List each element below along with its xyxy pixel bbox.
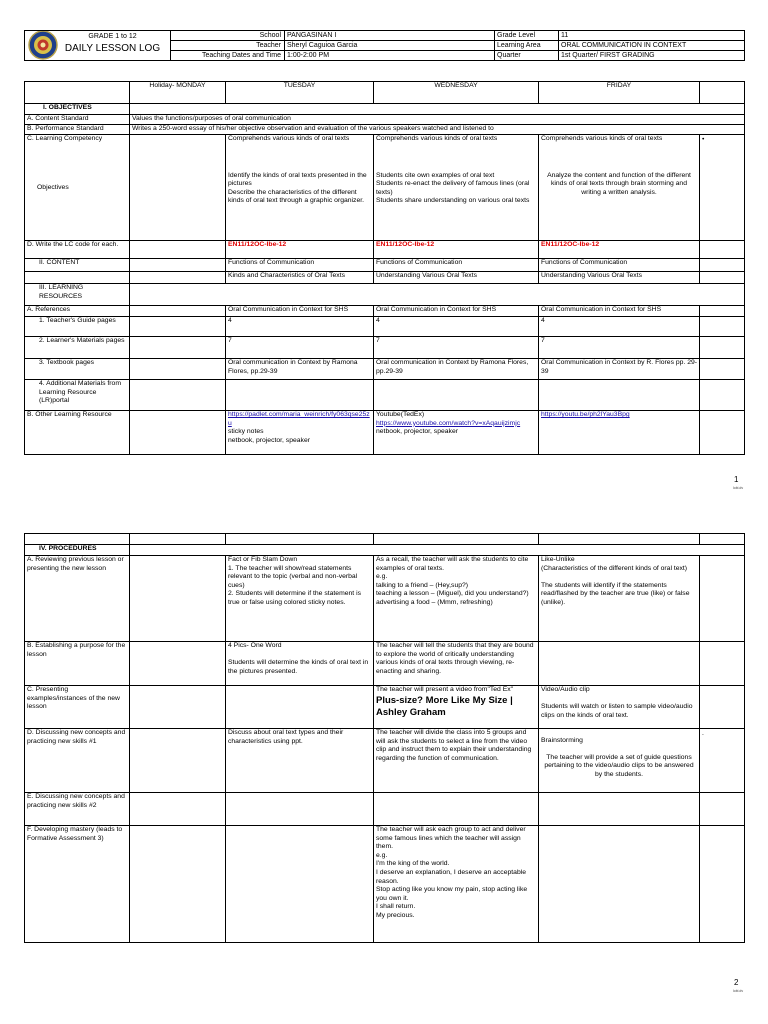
learning-area-value: ORAL COMMUNICATION IN CONTEXT (559, 41, 745, 51)
lc-code-label: D. Write the LC code for each. (25, 241, 130, 259)
wednesday-reference: Oral Communication in Context for SHS (374, 306, 539, 317)
wednesday-lm-pages: 7 (374, 337, 539, 359)
tuesday-review: Fact or Fib Slam Down 1. The teacher will show/read statements relevant to the topic (verbal and non-verbal cues) 2. Students will determine if the statement is true or false using colored sticky notes. (226, 556, 374, 642)
tuesday-lm-pages: 7 (226, 337, 374, 359)
page-number-2: 2 (734, 978, 739, 987)
developing-mastery-label: F. Developing mastery (leads to Formative Assessment 3) (25, 826, 130, 943)
grade-range: GRADE 1 to 12 (88, 33, 137, 40)
reviewing-lesson-label: A. Reviewing previous lesson or presenting the new lesson (25, 556, 130, 642)
tuesday-competency-cell (226, 135, 374, 241)
bullet-mark: • (702, 136, 705, 143)
brainstorming-label: Brainstorming (541, 737, 583, 744)
other-resources-label: B. Other Learning Resource (25, 411, 130, 455)
friday-objectives: Analyze the content and function of the different kinds of oral texts through brain storming and writing a written analysis. (547, 171, 691, 196)
discussing-concepts-2-label: E. Discussing new concepts and practicing new skills #2 (25, 793, 130, 826)
tuesday-content-2: Kinds and Characteristics of Oral Texts (226, 272, 374, 284)
teacher-value: Sheryl Caguioa Garcia (285, 41, 495, 51)
page-number-1: 1 (734, 475, 739, 484)
tuesday-discussion: Discuss about oral text types and their characteristics using ppt. (226, 729, 374, 793)
dot-mark: . (702, 730, 704, 737)
quarter-label: Quarter (495, 51, 559, 61)
wednesday-textbook: Oral communication in Context by Ramona Flores, pp.29-39 (374, 359, 539, 380)
header-title-cell (25, 31, 171, 61)
tuesday-tg-pages: 4 (226, 317, 374, 337)
page-tag-1: lobi.dv (733, 486, 744, 490)
learning-area-label: Learning Area (495, 41, 559, 51)
tuesday-lc-code: EN11/12OC-Ibe-12 (226, 241, 374, 259)
content-heading: II. CONTENT (25, 259, 130, 272)
tuesday-materials: sticky notes netbook, projector, speaker (228, 428, 310, 444)
tuesday-textbook: Oral communication in Context by Ramona Flores, pp.29-39 (226, 359, 374, 380)
content-standard-value: Values the functions/purposes of oral communication (130, 115, 745, 125)
school-value: PANGASINAN I (285, 31, 495, 41)
friday-review: Like-Unlike (Characteristics of the different kinds of oral text) The students will identify if the statements read/flashed by the teacher are true (like) or false (unlike). (539, 556, 700, 642)
col-head-friday: FRIDAY (539, 82, 700, 104)
tuesday-other-resources (226, 411, 374, 455)
performance-standard-label: B. Performance Standard (25, 125, 130, 135)
teachers-guide-label: 1. Teacher's Guide pages (25, 317, 130, 337)
friday-lc-code: EN11/12OC-Ibe-12 (539, 241, 700, 259)
wednesday-discussion: The teacher will divide the class into 5 groups and will ask the students to select a line from the video clip and instruct them to explain their understanding regarding the function of communication. (374, 729, 539, 793)
grade-level-label: Grade Level (495, 31, 559, 41)
wednesday-mastery: The teacher will ask each group to act and deliver some famous lines which the teacher will assign them. e.g. I'm the king of the world. I deserve an explanation, I deserve an acceptable reason. Stop acting like you know my pain, stop acting like you own it. I shall return. My precious. (374, 826, 539, 943)
friday-competency: Comprehends various kinds of oral texts (541, 135, 663, 142)
wednesday-content-2: Understanding Various Oral Texts (374, 272, 539, 284)
learning-competency-cell (25, 135, 130, 241)
wednesday-content-1: Functions of Communication (374, 259, 539, 272)
learning-competency-label: C. Learning Competency (27, 135, 103, 142)
friday-lm-pages: 7 (539, 337, 700, 359)
teacher-label: Teacher (171, 41, 285, 51)
establishing-purpose-label: B. Establishing a purpose for the lesson (25, 642, 130, 686)
wednesday-review: As a recall, the teacher will ask the students to cite examples of oral texts. e.g. talking to a friend – (Hey,sup?) teaching a lesson – (Miguel), did you understand?) advertising a food – (Mmm, refreshing) (374, 556, 539, 642)
wednesday-other-resources (374, 411, 539, 455)
tuesday-purpose: 4 Pics- One Word Students will determine the kinds of oral text in the pictures presented. (226, 642, 374, 686)
content-standard-label: A. Content Standard (25, 115, 130, 125)
col-head-monday: Holiday- MONDAY (130, 82, 226, 104)
tuesday-competency: Comprehends various kinds of oral texts (228, 135, 350, 142)
grade-level-value: 11 (559, 31, 745, 41)
tuesday-reference: Oral Communication in Context for SHS (226, 306, 374, 317)
lesson-table-page-2 (24, 533, 745, 943)
col-head-wednesday: WEDNESDAY (374, 82, 539, 104)
friday-content-1: Functions of Communication (539, 259, 700, 272)
wednesday-purpose: The teacher will tell the students that they are bound to explore the world of critically understanding various kinds of oral texts through viewing, re-enacting and sharing. (374, 642, 539, 686)
youtube-link-friday[interactable]: https://youtu.be/ph2lYau3Bpg (541, 411, 630, 418)
wednesday-materials: netbook, projector, speaker (376, 428, 458, 436)
friday-competency-cell (539, 135, 700, 241)
friday-examples: Video/Audio clip Students will watch or listen to sample video/audio clips on the kinds of oral text. (539, 686, 700, 729)
references-label: A. References (25, 306, 130, 317)
additional-materials-label: 4. Additional Materials from Learning Resource (LR)portal (25, 380, 130, 411)
learning-resources-heading: III. LEARNING RESOURCES (25, 284, 130, 306)
wednesday-competency: Comprehends various kinds of oral texts (376, 135, 498, 142)
wednesday-objectives: Students cite own examples of oral text Students re-enact the delivery of famous lines (oral texts) Students share understanding on various oral texts (376, 171, 530, 205)
discussing-concepts-1-label: D. Discussing new concepts and practicing new skills #1 (25, 729, 130, 793)
presenting-examples-label: C. Presenting examples/instances of the new lesson (25, 686, 130, 729)
textbook-pages-label: 3. Textbook pages (25, 359, 130, 380)
header-table (24, 30, 745, 61)
friday-tg-pages: 4 (539, 317, 700, 337)
friday-content-2: Understanding Various Oral Texts (539, 272, 700, 284)
objectives-label: Objectives (37, 183, 69, 191)
learners-materials-label: 2. Learner's Materials pages (25, 337, 130, 359)
dates-label: Teaching Dates and Time (171, 51, 285, 61)
ted-ex-intro: The teacher will present a video from"Ted Ex" (376, 686, 514, 693)
wednesday-lc-code: EN11/12OC-Ibe-12 (374, 241, 539, 259)
friday-other-resources (539, 411, 700, 455)
document-title: DAILY LESSON LOG (64, 43, 161, 54)
tuesday-content-1: Functions of Communication (226, 259, 374, 272)
quarter-value: 1st Quarter/ FIRST GRADING (559, 51, 745, 61)
objectives-heading: I. OBJECTIVES (25, 104, 130, 115)
performance-standard-value: Writes a 250-word essay of his/her objective observation and evaluation of the various speakers watched and listened to (130, 125, 745, 135)
video-title: Plus-size? More Like My Size | Ashley Graham (376, 694, 513, 718)
youtube-tedex-label: Youtube(TedEx) (376, 411, 425, 418)
friday-discussion (539, 729, 700, 793)
youtube-link-wednesday[interactable]: https://www.youtube.com/watch?v=xAqauijzimjc (376, 419, 521, 427)
wednesday-examples (374, 686, 539, 729)
brainstorming-text: The teacher will provide a set of guide questions pertaining to the video/audio clips to be answered by the students. (544, 753, 694, 778)
friday-textbook: Oral Communication in Context by R. Flores pp. 29-39 (539, 359, 700, 380)
friday-reference: Oral Communication in Context for SHS (539, 306, 700, 317)
col-head-tuesday: TUESDAY (226, 82, 374, 104)
procedures-heading: IV. PROCEDURES (25, 545, 130, 556)
tuesday-objectives: Identify the kinds of oral texts presented in the pictures Describe the characteristics of the different kinds of oral text through a graphic organizer. (228, 171, 367, 205)
school-label: School (171, 31, 285, 41)
wednesday-competency-cell (374, 135, 539, 241)
lesson-table-page-1 (24, 81, 745, 455)
dates-value: 1:00-2:00 PM (285, 51, 495, 61)
padlet-link[interactable]: https://padlet.com/maria_weinrich/fy063qse25zu (228, 411, 370, 427)
page-tag-2: lobi.dv (733, 989, 744, 993)
wednesday-tg-pages: 4 (374, 317, 539, 337)
